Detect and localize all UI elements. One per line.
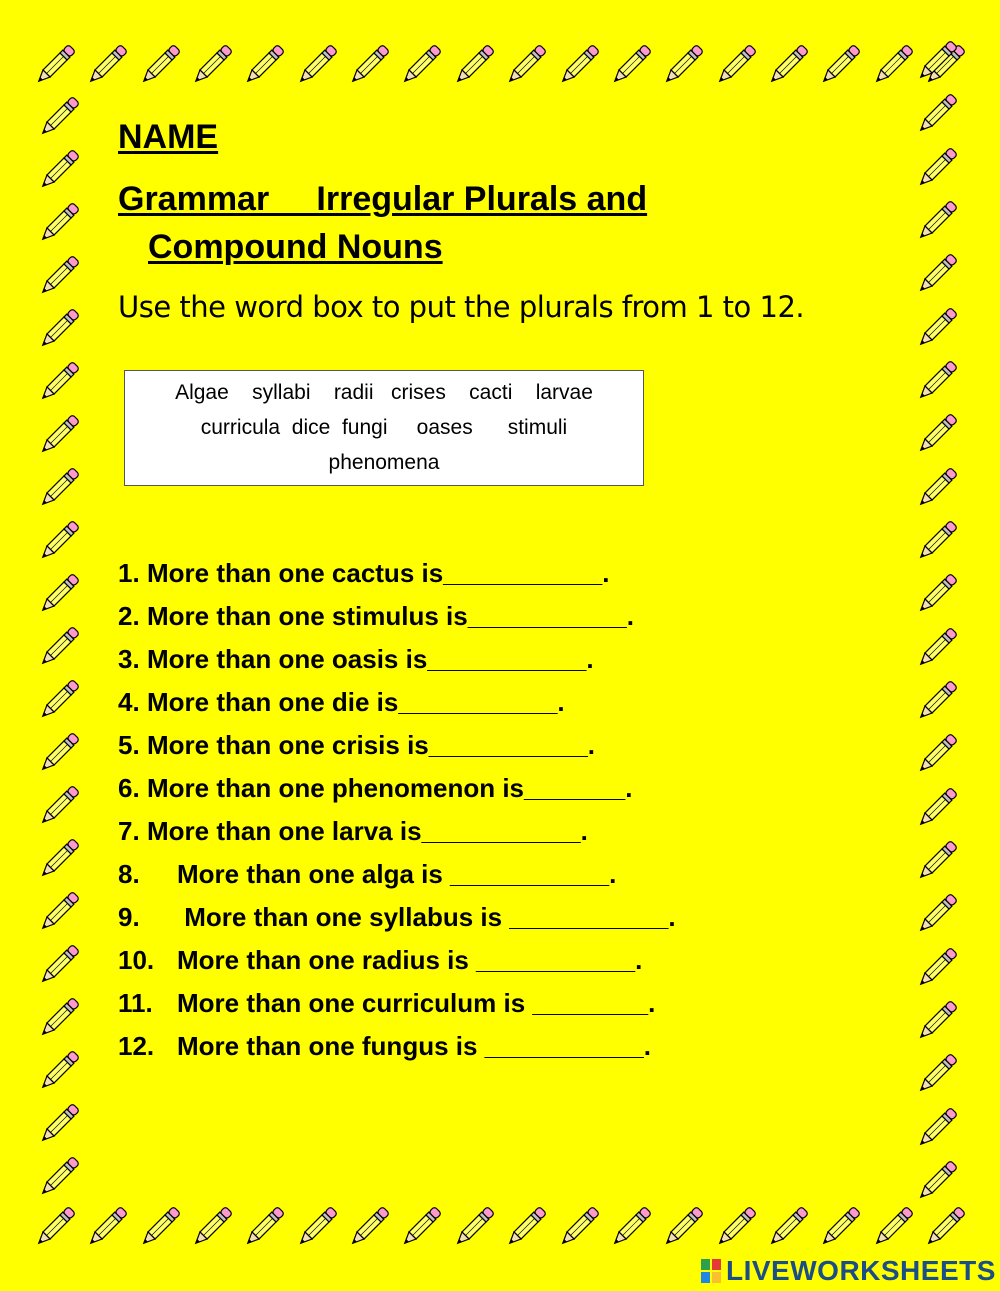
brand-logo[interactable] [700, 1255, 996, 1287]
pencil-icon [912, 409, 962, 459]
word-box [124, 370, 644, 486]
pencil-icon [912, 303, 962, 353]
pencil-icon [912, 836, 962, 886]
pencil-icon [34, 993, 84, 1043]
pencil-icon [815, 40, 865, 90]
pencil-icon [912, 36, 962, 86]
pencil-icon [711, 40, 761, 90]
pencil-icon [912, 356, 962, 406]
question-text[interactable]: More than one syllabus is ___________. [177, 902, 676, 932]
pencil-icon [396, 40, 446, 90]
question-text[interactable]: More than one alga is ___________. [177, 859, 617, 889]
question-number: 4. [118, 687, 140, 717]
word-box-line: phenomena [328, 451, 440, 474]
question-item [118, 595, 676, 638]
pencil-icon [912, 249, 962, 299]
pencil-icon [239, 1202, 289, 1252]
question-number: 6. [118, 773, 140, 803]
pencil-border-right [908, 36, 970, 1206]
question-item [118, 552, 676, 595]
pencil-icon [763, 1202, 813, 1252]
pencil-icon [34, 887, 84, 937]
pencil-icon [912, 516, 962, 566]
question-number: 10. [118, 945, 155, 975]
pencil-icon [34, 357, 84, 407]
pencil-icon [815, 1202, 865, 1252]
pencil-icon [135, 40, 185, 90]
pencil-icon [30, 1202, 80, 1252]
question-item [118, 1025, 676, 1068]
pencil-icon [912, 623, 962, 673]
question-text[interactable]: More than one stimulus is___________. [147, 601, 634, 631]
instruction-text: Use the word box to put the plurals from 1 to 12. [118, 290, 805, 324]
pencil-icon [82, 40, 132, 90]
pencil-icon [344, 1202, 394, 1252]
pencil-icon [912, 1049, 962, 1099]
pencil-icon [34, 198, 84, 248]
pencil-icon [658, 1202, 708, 1252]
pencil-icon [912, 196, 962, 246]
pencil-icon [34, 251, 84, 301]
question-number: 12. [118, 1031, 155, 1061]
question-text[interactable]: More than one phenomenon is_______. [147, 773, 633, 803]
question-item [118, 939, 676, 982]
worksheet-subtitle-line2: Compound Nouns [148, 228, 443, 266]
pencil-icon [34, 940, 84, 990]
pencil-icon [912, 1156, 962, 1206]
pencil-icon [912, 1103, 962, 1153]
pencil-icon [501, 1202, 551, 1252]
pencil-icon [449, 1202, 499, 1252]
pencil-icon [187, 1202, 237, 1252]
question-text[interactable]: More than one crisis is___________. [147, 730, 596, 760]
question-list [118, 552, 676, 1068]
question-item [118, 982, 676, 1025]
pencil-icon [34, 304, 84, 354]
question-text[interactable]: More than one radius is ___________. [177, 945, 643, 975]
pencil-icon [912, 463, 962, 513]
question-number: 5. [118, 730, 140, 760]
pencil-icon [34, 675, 84, 725]
pencil-icon [396, 1202, 446, 1252]
question-text[interactable]: More than one die is___________. [147, 687, 565, 717]
question-text[interactable]: More than one larva is___________. [147, 816, 588, 846]
pencil-icon [912, 676, 962, 726]
pencil-icon [292, 1202, 342, 1252]
pencil-icon [868, 1202, 918, 1252]
brand-name: LIVEWORKSHEETS [726, 1255, 996, 1286]
pencil-icon [912, 143, 962, 193]
worksheet-subtitle-line1: Grammar Irregular Plurals and [118, 180, 648, 218]
pencil-icon [34, 622, 84, 672]
question-number: 9. [118, 902, 140, 932]
pencil-icon [30, 40, 80, 90]
question-number: 3. [118, 644, 140, 674]
pencil-icon [912, 943, 962, 993]
word-box-line: curricula dice fungi oases stimuli [200, 416, 568, 439]
question-number: 11. [118, 988, 153, 1018]
page-title: NAME [118, 118, 219, 156]
pencil-icon [912, 889, 962, 939]
pencil-icon [912, 569, 962, 619]
pencil-icon [34, 516, 84, 566]
question-item [118, 724, 676, 767]
pencil-icon [912, 996, 962, 1046]
pencil-icon [344, 40, 394, 90]
pencil-border-left [30, 92, 92, 1202]
question-item [118, 853, 676, 896]
pencil-icon [82, 1202, 132, 1252]
pencil-icon [606, 1202, 656, 1252]
pencil-icon [34, 781, 84, 831]
pencil-icon [449, 40, 499, 90]
question-text[interactable]: More than one oasis is___________. [147, 644, 594, 674]
pencil-icon [763, 40, 813, 90]
pencil-icon [34, 410, 84, 460]
pencil-icon [606, 40, 656, 90]
pencil-icon [34, 145, 84, 195]
question-item [118, 810, 676, 853]
pencil-icon [912, 783, 962, 833]
pencil-icon [34, 1046, 84, 1096]
question-text[interactable]: More than one cactus is___________. [147, 558, 610, 588]
pencil-icon [34, 834, 84, 884]
pencil-border-bottom [30, 1198, 970, 1260]
pencil-icon [912, 729, 962, 779]
question-item [118, 638, 676, 681]
pencil-icon [34, 1099, 84, 1149]
pencil-icon [658, 40, 708, 90]
pencil-icon [711, 1202, 761, 1252]
question-number: 2. [118, 601, 140, 631]
question-text[interactable]: More than one fungus is ___________. [177, 1031, 651, 1061]
question-number: 8. [118, 859, 140, 889]
question-item [118, 767, 676, 810]
pencil-icon [187, 40, 237, 90]
pencil-icon [34, 463, 84, 513]
pencil-icon [501, 40, 551, 90]
pencil-icon [920, 1202, 970, 1252]
pencil-icon [912, 89, 962, 139]
word-box-line: Algae syllabi radii crises cacti larvae [175, 381, 593, 404]
pencil-icon [554, 40, 604, 90]
question-text[interactable]: More than one curriculum is ________. [177, 988, 656, 1018]
question-item [118, 681, 676, 724]
blocks-icon [700, 1258, 722, 1284]
pencil-border-top [30, 36, 970, 98]
question-number: 1. [118, 558, 140, 588]
question-number: 7. [118, 816, 140, 846]
pencil-icon [34, 728, 84, 778]
pencil-icon [34, 92, 84, 142]
pencil-icon [135, 1202, 185, 1252]
pencil-icon [292, 40, 342, 90]
pencil-icon [34, 1152, 84, 1202]
pencil-icon [34, 569, 84, 619]
pencil-icon [239, 40, 289, 90]
pencil-icon [554, 1202, 604, 1252]
question-item [118, 896, 676, 939]
